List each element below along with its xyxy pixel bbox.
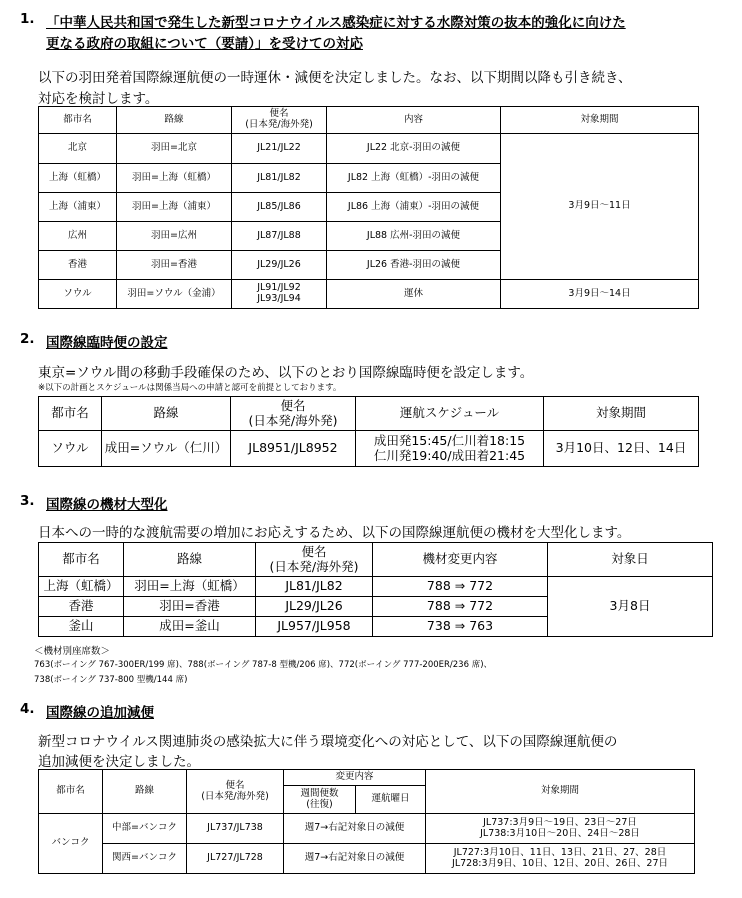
content-cell: JL22 北京-羽田の減便	[327, 134, 501, 164]
table-row	[39, 844, 695, 874]
route-cell: 羽田=上海（虹橋）	[124, 577, 256, 597]
header-period: 対象期間	[426, 770, 695, 814]
header-route: 路線	[117, 107, 232, 134]
section-4-paragraph-line1: 新型コロナウイルス関連肺炎の感染拡大に伴う環境変化への対応として、以下の国際線運航便の	[38, 734, 618, 750]
change-cell: 738 ⇒ 763	[373, 617, 548, 637]
section-title: 国際線臨時便の設定	[46, 335, 168, 351]
route-cell: 羽田=ソウル（金浦）	[117, 280, 232, 309]
city-cell: ソウル	[39, 280, 117, 309]
route-cell: 羽田=香港	[117, 251, 232, 280]
header-date: 対象日	[548, 543, 713, 577]
section-title: 国際線の機材大型化	[46, 497, 168, 513]
header-period: 対象期間	[544, 397, 699, 431]
section-number: 4.	[20, 701, 35, 717]
city-cell: 香港	[39, 597, 124, 617]
header-flights: 便名 (日本発/海外発)	[187, 770, 284, 814]
content-cell: JL26 香港-羽田の減便	[327, 251, 501, 280]
table-extra-flights	[38, 396, 699, 467]
route-cell: 成田=釜山	[124, 617, 256, 637]
seat-count-title: ＜機材別座席数＞	[34, 646, 111, 657]
city-cell: 上海（浦東）	[39, 193, 117, 222]
section-1-paragraph-line1: 以下の羽田発着国際線運航便の一時運休・減便を決定しました。なお、以下期間以降も引き続き、	[38, 70, 632, 86]
header-city: 都市名	[39, 107, 117, 134]
table-row	[39, 431, 699, 467]
flights-cell: JL81/JL82	[256, 577, 373, 597]
period-cell: 3月10日、12日、14日	[544, 431, 699, 467]
seat-count-line2: 738(ボーイング 737-800 型機/144 席)	[34, 675, 188, 685]
header-content: 内容	[327, 107, 501, 134]
header-weekly-flights: 週間便数 (往復)	[284, 786, 356, 814]
city-cell: 上海（虹橋）	[39, 164, 117, 193]
flights-cell: JL81/JL82	[232, 164, 327, 193]
header-route: 路線	[124, 543, 256, 577]
section-number: 1.	[20, 11, 35, 27]
table-row	[39, 280, 699, 309]
header-route: 路線	[103, 770, 187, 814]
content-cell: 運休	[327, 280, 501, 309]
route-cell: 中部=バンコク	[103, 814, 187, 844]
header-change-group: 変更内容	[284, 770, 426, 786]
flights-cell: JL29/JL26	[256, 597, 373, 617]
section-title-line1: 「中華人民共和国で発生した新型コロナウイルス感染症に対する水際対策の抜本的強化に向けた	[46, 15, 626, 31]
header-flights: 便名 (日本発/海外発)	[231, 397, 356, 431]
content-cell: JL88 広州-羽田の減便	[327, 222, 501, 251]
change-cell: 週7→右記対象日の減便	[284, 814, 426, 844]
route-cell: 成田=ソウル（仁川）	[102, 431, 231, 467]
period-cell: JL727:3月10日、11日、13日、21日、27、28日 JL728:3月9日、10日、12日、20日、26日、27日	[426, 844, 695, 874]
flights-cell: JL8951/JL8952	[231, 431, 356, 467]
table-suspension	[38, 106, 699, 309]
section-3-heading	[20, 493, 420, 513]
change-cell: 788 ⇒ 772	[373, 577, 548, 597]
flights-cell: JL87/JL88	[232, 222, 327, 251]
date-cell: 3月8日	[548, 577, 713, 637]
change-cell: 週7→右記対象日の減便	[284, 844, 426, 874]
header-city: 都市名	[39, 397, 102, 431]
section-1-paragraph-line2: 対応を検討します。	[38, 91, 159, 107]
table-upsize	[38, 542, 713, 637]
flights-cell: JL957/JL958	[256, 617, 373, 637]
period-cell: 3月9日～14日	[501, 280, 699, 309]
city-cell: 香港	[39, 251, 117, 280]
header-city: 都市名	[39, 770, 103, 814]
section-4-heading	[20, 701, 420, 721]
section-number: 3.	[20, 493, 35, 509]
city-cell: 上海（虹橋）	[39, 577, 124, 597]
header-operating-days: 運航曜日	[356, 786, 426, 814]
flights-cell: JL91/JL92 JL93/JL94	[232, 280, 327, 309]
flights-cell: JL21/JL22	[232, 134, 327, 164]
city-cell: ソウル	[39, 431, 102, 467]
flights-cell: JL29/JL26	[232, 251, 327, 280]
flights-cell: JL727/JL728	[187, 844, 284, 874]
period-cell: 3月9日～11日	[501, 134, 699, 280]
flights-cell: JL737/JL738	[187, 814, 284, 844]
route-cell: 羽田=広州	[117, 222, 232, 251]
schedule-cell: 成田発15:45/仁川着18:15 仁川発19:40/成田着21:45	[356, 431, 544, 467]
city-cell: 北京	[39, 134, 117, 164]
header-flights: 便名 (日本発/海外発)	[232, 107, 327, 134]
header-flights: 便名 (日本発/海外発)	[256, 543, 373, 577]
seat-count-line1: 763(ボーイング 767-300ER/199 席)、788(ボーイング 787-8 型機/206 席)、772(ボーイング 777-200ER/236 席)、	[34, 660, 493, 670]
city-cell: 広州	[39, 222, 117, 251]
section-4-paragraph-line2: 追加減便を決定しました。	[38, 754, 200, 770]
header-change: 機材変更内容	[373, 543, 548, 577]
city-cell: 釜山	[39, 617, 124, 637]
header-route: 路線	[102, 397, 231, 431]
route-cell: 羽田=上海（虹橋）	[117, 164, 232, 193]
section-title: 国際線の追加減便	[46, 705, 154, 721]
section-1-heading	[20, 11, 740, 51]
content-cell: JL82 上海（虹橋）-羽田の減便	[327, 164, 501, 193]
content-cell: JL86 上海（浦東）-羽田の減便	[327, 193, 501, 222]
route-cell: 羽田=北京	[117, 134, 232, 164]
header-schedule: 運航スケジュール	[356, 397, 544, 431]
route-cell: 羽田=上海（浦東）	[117, 193, 232, 222]
change-cell: 788 ⇒ 772	[373, 597, 548, 617]
table-row	[39, 814, 695, 844]
header-city: 都市名	[39, 543, 124, 577]
city-cell: バンコク	[39, 814, 103, 874]
section-2-paragraph: 東京=ソウル間の移動手段確保のため、以下のとおり国際線臨時便を設定します。	[38, 365, 534, 381]
section-3-paragraph: 日本への一時的な渡航需要の増加にお応えするため、以下の国際線運航便の機材を大型化します。	[38, 525, 631, 541]
route-cell: 関西=バンコク	[103, 844, 187, 874]
flights-cell: JL85/JL86	[232, 193, 327, 222]
route-cell: 羽田=香港	[124, 597, 256, 617]
table-additional-reduction	[38, 769, 695, 874]
period-cell: JL737:3月9日～19日、23日～27日 JL738:3月10日～20日、24日～28日	[426, 814, 695, 844]
table-row	[39, 577, 713, 597]
header-period: 対象期間	[501, 107, 699, 134]
section-2-note: ※以下の計画とスケジュールは関係当局への申請と認可を前提としております。	[38, 383, 342, 393]
section-title-line2: 更なる政府の取組について（要請）」を受けての対応	[46, 36, 363, 52]
section-2-heading	[20, 331, 420, 351]
table-row	[39, 134, 699, 164]
section-number: 2.	[20, 331, 35, 347]
